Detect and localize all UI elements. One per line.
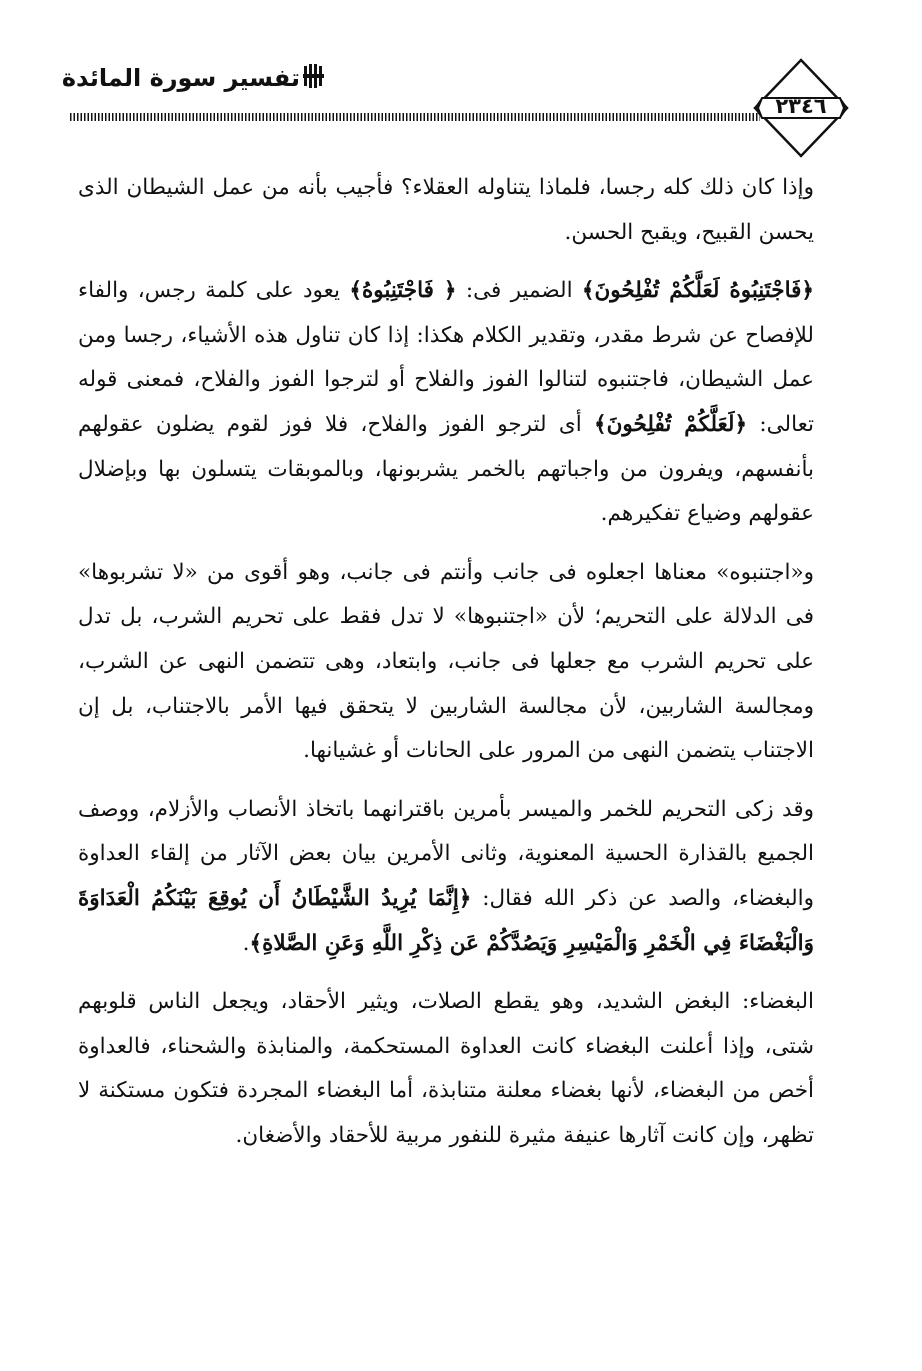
quran-verse: ﴿إِنَّمَا يُرِيدُ الشَّيْطَانُ أَن يُوقِعَ بَيْنَكُمُ الْعَدَاوَةَ وَالْبَغْضَاءَ فِي الْخَمْرِ وَالْمَيْسِرِ وَيَصُدَّكُمْ عَن ذِكْرِ اللَّهِ وَعَنِ الصَّلاةِ﴾ [78, 885, 814, 956]
paragraph-text: أى لترجو الفوز والفلاح، فلا فوز لقوم يضلون عقولهم بأنفسهم، ويفرون من واجباتهم بالخمر يشربونها، وبالموبقات يتسلون بها وبإضلال عقولهم وضياع تفكيرهم. [78, 411, 814, 527]
page-body [78, 166, 814, 1172]
paragraph-text: البغضاء: البغض الشديد، وهو يقطع الصلات، ويثير الأحقاد، ويجعل الناس قلوبهم شتى، وإذا أعلنت البغضاء كانت العداوة المستحكمة، والمنابذة والشحناء، فالعداوة أخص من البغضاء، لأنها بغضاء معلنة متنابذة، أما البغضاء المجردة فتكون مستكنة لا تظهر، وإن كانت آثارها عنيفة مثيرة للنفور مربية للأحقاد والأضغان. [78, 989, 814, 1148]
paragraph-text: وقد زكى التحريم للخمر والميسر بأمرين باقترانهما باتخاذ الأنصاب والأزلام، ووصف الجميع بالقذارة الحسية المعنوية، وثانى الأمرين بيان بعض الآثار من إلقاء العداوة والبغضاء، والصد عن ذكر الله فقال: [78, 796, 814, 911]
page-number: ٢٣٤٦ [775, 94, 827, 118]
header-rule [70, 113, 760, 121]
running-title: تفسير سورة المائدة [61, 64, 300, 92]
paragraph-text: يعود على كلمة رجس، والفاء للإفصاح عن شرط مقدر، وتقدير الكلام هكذا: إذا كان تناول هذه الأشياء، رجسا ومن عمل الشيطان، فاجتنبوه لتنالوا الفوز والفلاح أو لترجوا الفوز والفلاح، فمعنى قوله تعالى: [78, 278, 815, 437]
paragraph-text: الضمير فى: [456, 278, 582, 304]
paragraph-text: وإذا كان ذلك كله رجسا، فلماذا يتناوله العقلاء؟ فأجيب بأنه من عمل الشيطان الذى يحسن القبيح، ويقبح الحسن. [78, 175, 814, 245]
paragraph-text: و«اجتنبوه» معناها اجعلوه فى جانب وأنتم فى جانب، وهو أقوى من «لا تشربوها» فى الدلالة على التحريم؛ لأن «اجتنبوها» لا تدل فقط على تحريم الشرب، بل تدل على تحريم الشرب مع جعلها فى جانب، وابتعاد، وهى تتضمن النهى عن الشرب، ومجالسة الشاربين، لأن مجالسة الشاربين لا يتحقق فيها الأمر بالاجتناب، بل إن الاجتناب يتضمن النهى من المرور على الحانات أو غشيانها. [78, 559, 814, 764]
paragraph [78, 269, 814, 537]
paragraph [78, 551, 814, 774]
ornament-icon [303, 62, 325, 90]
paragraph-text: . [242, 930, 250, 956]
quran-verse: ﴿ فَاجْتَنِبُوهُ﴾ [349, 278, 457, 304]
paragraph [78, 980, 814, 1158]
paragraph [78, 166, 814, 255]
quran-verse: ﴿فَاجْتَنِبُوهُ لَعَلَّكُمْ تُفْلِحُونَ﴾ [581, 278, 814, 304]
paragraph [78, 788, 814, 966]
quran-verse: ﴿لَعَلَّكُمْ تُفْلِحُونَ﴾ [593, 411, 748, 437]
